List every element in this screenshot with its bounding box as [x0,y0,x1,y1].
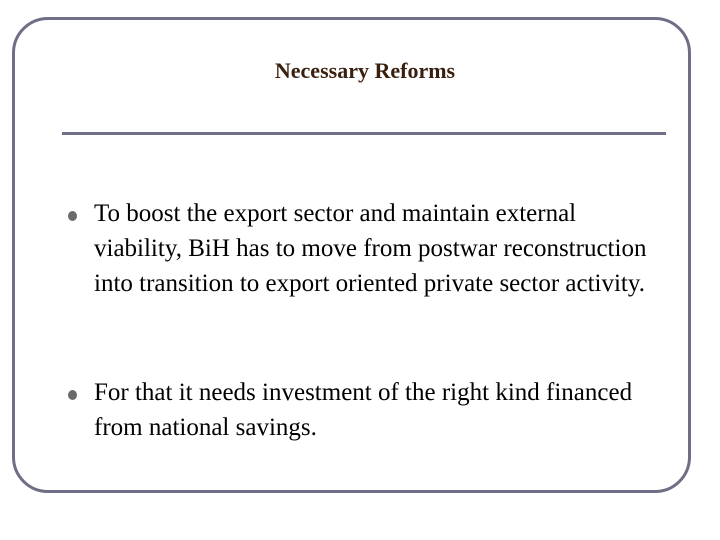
bullet-dot-icon [68,390,77,400]
slide-title: Necessary Reforms [274,58,456,83]
bullet-dot-icon [68,211,77,221]
title-divider [62,132,666,135]
bullet-text: To boost the export sector and maintain external viability, BiH has to move from postwar reconstruction into transition to export oriented private sector activity. [94,200,647,297]
bullet-text: For that it needs investment of the right kind financed from national savings. [94,379,633,441]
